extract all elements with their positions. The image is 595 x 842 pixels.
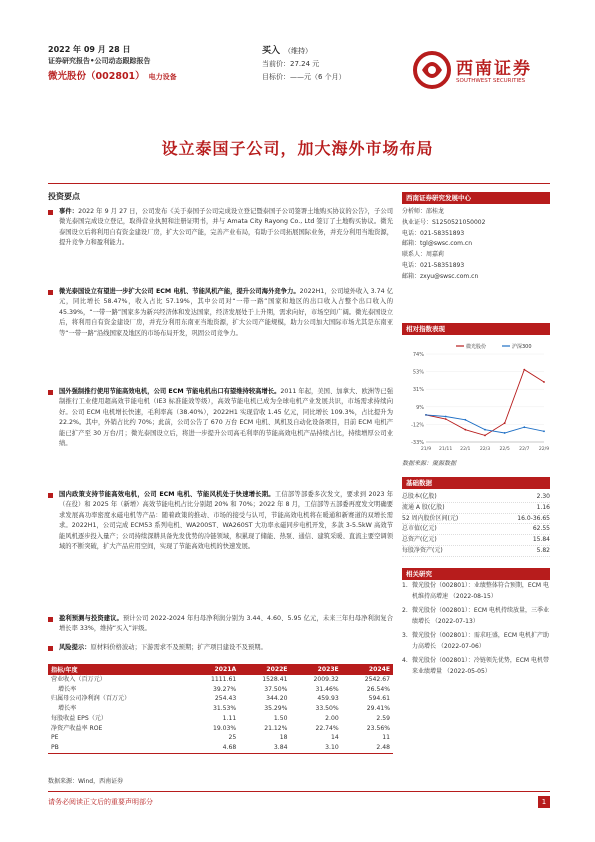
perf-chart-svg <box>402 340 550 456</box>
data-point <box>543 381 545 383</box>
section-title: 投资要点 <box>48 192 80 201</box>
footer-divider <box>48 791 550 792</box>
related-item-number: 3. <box>402 632 408 639</box>
basics-bar: 基础数据 <box>402 477 550 489</box>
table-cell: 2.48 <box>342 743 393 753</box>
x-tick-label: 22/7 <box>519 447 530 452</box>
table-cell: 33.50% <box>315 705 339 713</box>
basics-label: 52 周内股价区间(元) <box>402 514 459 522</box>
bullet-text: 工信部等部委多次发文，要求到 2023 年（在役）和 2025 年（新增）高效节能电机占比分别超 20% 和 70%；2022 年 8 月，工信部等五部委再度发文明确要求发展高功率密度永磁电机等产品：随着政策的推动、市场的接受与认可，节能高效电机将在暖通和新赛道的双增长需求。2022H1，公司完成 ECM53 系列电机、WA200ST、WA260ST 大功率永磁同步电机开发，多款 3-5.5kW 高效节能风机逐步投入量产；公司持续深耕具备先发优势的冷链领域，积累现了储能、热泵、通信、建筑采暖、直流主要空调领域的不断突破，扩大产品应用空间，实现了节能高效电机的快速发展。 <box>59 491 394 551</box>
basics-table <box>402 492 550 557</box>
related-item[interactable] <box>402 655 550 677</box>
perf-chart <box>402 340 550 456</box>
table-cell: 4.68 <box>188 743 239 753</box>
table-row <box>48 675 393 685</box>
table-cell: 29.41% <box>366 705 390 713</box>
contact-name: 联系人：周嘉莉 <box>402 251 445 259</box>
related-item-text: 微光股份（002801）：ECM 电机持续放量，三季业绩增长 （2022-07-13） <box>412 607 549 625</box>
basics-value: 62.55 <box>532 525 550 533</box>
bullet-text: 预计公司 2022-2024 年归母净利润分别为 3.44、4.60、5.95 亿元，未来三年归母净利润复合增长率 33%，维持“买入”评级。 <box>59 615 394 633</box>
logo-text-cn: 西南证券 <box>456 59 532 79</box>
table-cell: 3.84 <box>239 743 290 753</box>
data-point <box>445 418 447 420</box>
row-label: 增长率 <box>58 705 77 713</box>
x-tick-label: 22/3 <box>479 447 491 452</box>
target-price: 目标价：——元（6 个月） <box>262 73 346 81</box>
table-header-cell: 指标/年度 <box>48 664 188 675</box>
table-row <box>48 714 393 724</box>
data-point <box>484 435 486 437</box>
company-logo <box>412 50 552 94</box>
table-cell: 37.50% <box>264 685 288 693</box>
x-tick-label: 21/11 <box>439 447 453 452</box>
table-row <box>48 724 393 734</box>
current-price: 当前价：27.24 元 <box>262 60 320 68</box>
table-header-cell: 2023E <box>290 664 341 675</box>
basics-label: 每股净资产(元) <box>402 546 443 554</box>
table-cell: 22.74% <box>315 724 339 732</box>
bullet-square-icon <box>48 290 53 295</box>
basics-label: 总市值(亿元) <box>402 525 437 533</box>
data-point <box>425 414 427 416</box>
row-label: PE <box>51 734 59 742</box>
bullet-event <box>48 207 393 249</box>
rating-note: （维持） <box>284 47 313 55</box>
table-cell: 35.29% <box>264 705 288 713</box>
table-header-cell: 2021A <box>188 664 239 675</box>
bullet-lead: 事件： <box>59 208 79 215</box>
basics-row <box>402 492 550 503</box>
table-row <box>48 694 393 704</box>
row-label: 营业收入（百万元） <box>51 676 106 683</box>
table-cell: 2.59 <box>376 714 390 722</box>
table-cell: 2.00 <box>325 714 339 722</box>
stock-name <box>48 68 177 82</box>
data-point <box>464 429 466 431</box>
y-tick-label: 53% <box>412 369 424 376</box>
related-item[interactable] <box>402 630 550 652</box>
basics-label: 流通 A 股(亿股) <box>402 503 445 511</box>
related-item-number: 2. <box>402 607 408 614</box>
related-item[interactable] <box>402 605 550 627</box>
table-cell: 1.11 <box>222 714 237 722</box>
table-source: 数据来源：Wind，西南证券 <box>48 778 124 785</box>
table-cell: 31.53% <box>212 705 237 713</box>
rating <box>262 43 312 56</box>
table-cell: 3.10 <box>290 743 341 753</box>
table-cell: 2542.67 <box>364 676 390 683</box>
data-point <box>523 426 525 428</box>
related-item[interactable] <box>402 580 550 602</box>
data-point <box>504 432 506 434</box>
analyst-email[interactable]: 邮箱：tgl@swsc.com.cn <box>402 240 473 248</box>
x-tick-label: 22/9 <box>538 447 550 452</box>
bullet-square-icon <box>48 493 53 498</box>
table-cell: 39.27% <box>212 685 237 693</box>
basics-row <box>402 514 550 525</box>
basics-row <box>402 524 550 535</box>
table-cell: 19.03% <box>212 724 237 732</box>
basics-value: 1.16 <box>536 503 550 511</box>
rating-value: 买入 <box>262 46 281 56</box>
table-row <box>48 685 393 695</box>
bullet-text: 2022 年 9 月 27 日，公司发布《关于泰国子公司完成设立登记暨泰国子公司签署土地购买协议的公告》，子公司微光泰国完成设立登记，取得营业执照和注册证明书，并与 Amata City Rayong Co., Ltd 签订了土地购买协议。微光泰国设立后将利用自有资金建设厂房，扩大公司产能，完善产业布局，有助于公司拓展国际业务，并充分利用当地资源，提升竞争力和盈利能力。 <box>59 208 393 247</box>
bullet-lead: 微光泰国设立有望进一步扩大公司 ECM 电机、节能风机产能，提升公司海外竞争力。 <box>59 288 300 295</box>
bullet-square-icon <box>48 390 53 395</box>
table-cell: 25 <box>228 734 237 742</box>
related-bar: 相关研究 <box>402 568 550 580</box>
bullet-lead: 风险提示： <box>59 644 91 651</box>
report-type: 证券研究报告•公司动态跟踪报告 <box>48 57 151 65</box>
data-point <box>504 422 506 424</box>
table-cell: 1528.41 <box>262 676 288 683</box>
table-row <box>48 704 393 714</box>
bullet-lead: 国外强制推行使用节能高效电机，公司 ECM 节能电机出口有望维持较高增长。 <box>59 388 281 395</box>
table-cell: 18 <box>279 734 288 742</box>
series-line-weiguang <box>426 370 544 436</box>
table-cell: 11 <box>382 734 390 742</box>
related-item-number: 4. <box>402 657 408 664</box>
bullet-square-icon <box>48 210 53 215</box>
table-cell: 1.50 <box>273 714 288 722</box>
table-cell: 26.54% <box>366 685 390 693</box>
bullet-square-icon <box>48 617 53 622</box>
basics-row <box>402 503 550 514</box>
related-item-text: 微光股份（002801）：业绩整体符合预期，ECM 电机维持高增速 （2022-08-15） <box>412 582 549 600</box>
footer-disclaimer: 请务必阅读正文后的重要声明部分 <box>48 798 153 806</box>
bullet-overseas <box>48 387 393 449</box>
basics-value: 5.82 <box>536 546 550 554</box>
table-cell: 21.12% <box>264 724 288 732</box>
table-cell: 344.20 <box>266 695 288 703</box>
perf-source: 数据来源：聚源数据 <box>402 460 457 467</box>
bullet-risk <box>48 643 393 653</box>
report-date: 2022 年 09 月 28 日 <box>48 45 131 54</box>
bullet-lead: 盈利预测与投资建议。 <box>59 615 123 622</box>
y-tick-label: -12% <box>411 422 424 429</box>
analyst-name: 分析师：邵桂龙 <box>402 208 445 215</box>
data-point <box>464 419 466 421</box>
analyst-phone: 电话：021-58351893 <box>402 229 465 237</box>
bullet-lead: 国内政策支持节能高效电机，公司 ECM 电机、节能风机处于快速增长期。 <box>59 491 275 498</box>
contact-email[interactable]: 邮箱：zxyu@swsc.com.cn <box>402 272 479 280</box>
related-item-number: 1. <box>402 582 408 589</box>
data-point <box>543 430 545 432</box>
analyst-info <box>402 207 485 283</box>
x-tick-label: 21/9 <box>420 447 432 452</box>
basics-row <box>402 546 550 557</box>
table-row <box>48 743 393 753</box>
legend-label: 微光股份 <box>466 344 487 350</box>
page-number: 1 <box>538 796 550 808</box>
basics-row <box>402 535 550 546</box>
row-label: PB <box>48 743 188 753</box>
y-tick-label: 9% <box>416 404 424 411</box>
data-point <box>445 416 447 418</box>
basics-value: 15.84 <box>532 536 550 544</box>
row-label: 归属母公司净利润（百万元） <box>51 695 131 703</box>
bullet-forecast <box>48 614 393 635</box>
data-point <box>523 369 525 371</box>
y-tick-label: 74% <box>412 352 424 358</box>
bullet-domestic <box>48 490 393 552</box>
bullet-text: 2011 年起，美国、加拿大、欧洲等已强制推行工业使用超高效节能电机（IE3 标准能效等级），高效节能电机已成为全球电机产业发展共识，市场需求持续向好。公司 ECM 电机增长快速，毛利率高（38.40%），2022H1 实现营收 1.45 亿元，同比增长 109.3%，占比提升为 22.2%。其中，外销占比约 70%；此前，公司公告了 670 万台 ECM 电机、风机及自动化设备项目，目前 ECM 电机产能已扩产至 30 万台/月；微光泰国设立后，将进一步提升公司高毛利率的节能高效电机产品持续占比，持续增厚公司业绩。 <box>59 388 394 448</box>
table-cell: 23.56% <box>366 724 390 732</box>
title-divider <box>48 183 550 184</box>
table-cell: 459.93 <box>317 695 339 703</box>
bullet-square-icon <box>48 646 53 651</box>
contact-phone: 电话：021-58351893 <box>402 261 465 269</box>
logo-text-en: SOUTHWEST SECURITIES <box>456 78 526 84</box>
basics-label: 总资产(亿元) <box>402 536 437 544</box>
basics-value: 16.0-36.65 <box>517 514 550 522</box>
row-label: 净资产收益率 ROE <box>51 724 103 732</box>
table-cell: 594.61 <box>368 695 390 703</box>
perf-bar: 相对指数表现 <box>402 323 550 335</box>
row-label: 每股收益 EPS（元） <box>51 714 107 722</box>
bullet-text: 2022H1，公司境外收入 3.74 亿元，同比增长 58.47%，收入占比 57.19%，其中公司对“一带一路”国家和地区的出口收入占整个出口收入的 45.39%，“一带一路”国家多为新兴经济体和发达国家，经济发展处于上升期，需求向好，市场空间广阔。微光泰国设立后，将利用自有资金建设厂房，并充分利用东南亚当地资源，扩大公司产能规模，助力公司加大国际市场尤其是东南亚等“一带一路”沿线国家及地区的市场布局开发，巩固公司竞争力。 <box>59 288 393 337</box>
table-row <box>48 733 393 743</box>
related-item-text: 微光股份（002801）：需求旺盛，ECM 电机扩产助力高增长 （2022-07-06） <box>412 632 549 650</box>
basics-label: 总股本(亿股) <box>402 493 437 500</box>
y-tick-label: -33% <box>411 440 424 446</box>
related-item-text: 微光股份（002801）：冷链领先优势，ECM 电机带来业绩增量 （2022-05-05） <box>412 657 549 675</box>
analyst-bar: 西南证券研究发展中心 <box>402 192 550 204</box>
y-tick-label: 31% <box>412 387 424 394</box>
data-point <box>484 429 486 431</box>
row-label: 增长率 <box>58 685 77 693</box>
sector-label: 电力设备 <box>148 73 177 81</box>
table-cell: 14 <box>330 734 339 742</box>
table-cell: 2009.32 <box>313 676 339 683</box>
x-tick-label: 22/1 <box>460 447 471 452</box>
table-header-cell: 2024E <box>342 664 393 675</box>
bullet-text: 原材料价格波动；下游需求不及预期；扩产项目建设不及预期。 <box>90 644 267 651</box>
table-cell: 254.43 <box>214 695 237 703</box>
table-cell: 1111.61 <box>211 676 237 683</box>
report-title: 设立泰国子公司，加大海外市场布局 <box>161 139 434 158</box>
legend-label: 沪深300 <box>512 344 532 350</box>
stock-name-text: 微光股份（002801） <box>48 71 145 82</box>
related-list <box>402 580 550 680</box>
table-header-row <box>48 664 393 675</box>
x-tick-label: 22/5 <box>499 447 510 452</box>
analyst-license: 执业证号：S1250521050002 <box>402 218 486 226</box>
forecast-table <box>48 664 393 754</box>
table-header-cell: 2022E <box>239 664 290 675</box>
bullet-thailand <box>48 287 393 339</box>
table-cell: 31.46% <box>315 685 339 693</box>
basics-value: 2.30 <box>536 493 550 500</box>
